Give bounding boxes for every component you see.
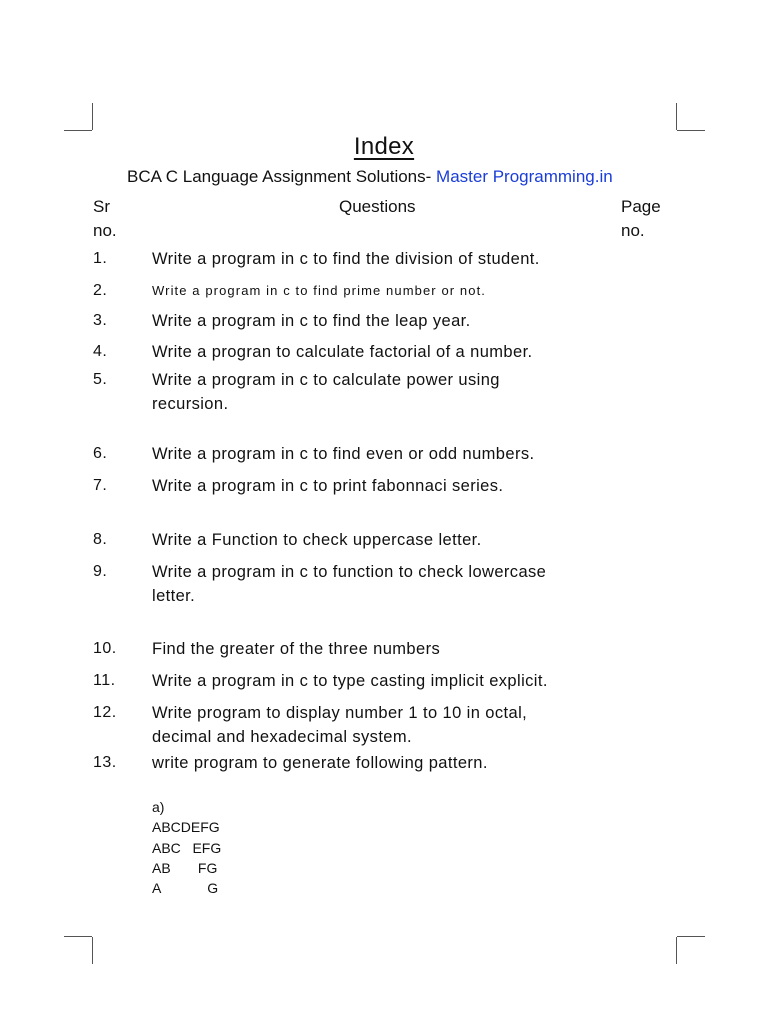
question-number: 10. [93,640,117,657]
crop-mark-top-right [676,103,677,130]
question-text: Write a Function to check uppercase letter. [152,531,482,549]
question-text: Write a program in c to type casting implicit explicit. [152,672,548,690]
question-text: Write a program in c to calculate power using recursion. [152,371,500,413]
crop-mark-top-left-h [64,130,92,131]
crop-mark-bottom-right [676,937,677,964]
column-header-page-no: Page no. [621,197,661,240]
question-number: 6. [93,445,108,462]
question-number: 13. [93,754,117,771]
subtitle-text: BCA C Language Assignment Solutions- [127,167,437,186]
page-title: Index [353,133,415,160]
question-number: 7. [93,477,108,494]
question-number: 3. [93,312,108,329]
question-number: 4. [93,343,108,360]
crop-mark-bottom-right-h [677,936,705,937]
question-text: write program to generate following pattern. [152,754,488,772]
question-number: 12. [93,704,117,721]
crop-mark-bottom-left-h [64,936,92,937]
pattern-block [152,797,221,898]
crop-mark-top-left [92,103,93,130]
site-name: Master Programming.in [436,167,613,186]
page-subtitle [127,167,613,187]
question-text: Write a program in c to find prime number or not. [152,283,486,298]
pattern-label: a) [152,799,165,815]
crop-mark-bottom-left [92,937,93,964]
column-header-sr-no: Sr no. [93,197,117,240]
question-number: 9. [93,563,108,580]
question-text: Write a program in c to find the division of student. [152,250,540,268]
question-number: 5. [93,371,108,388]
question-text: Write a program in c to print fabonnaci series. [152,477,504,495]
question-text: Write a program in c to function to check lowercase letter. [152,563,547,605]
question-text: Write a progran to calculate factorial of a number. [152,343,533,361]
pattern-line: A G [152,880,219,897]
question-number: 1. [93,250,108,267]
question-text: Write a program in c to find the leap year. [152,312,471,330]
pattern-line: ABC EFG [152,839,222,856]
column-header-questions: Questions [339,197,416,216]
question-number: 8. [93,531,108,548]
question-text: Write a program in c to find even or odd numbers. [152,445,535,463]
question-number: 2. [93,282,108,299]
pattern-line: AB FG [152,859,218,876]
crop-mark-top-right-h [677,130,705,131]
question-number: 11. [93,672,116,689]
question-text: Find the greater of the three numbers [152,640,441,658]
pattern-line: ABCDEFG [152,819,220,836]
question-text: Write program to display number 1 to 10 in octal, decimal and hexadecimal system. [152,704,528,746]
